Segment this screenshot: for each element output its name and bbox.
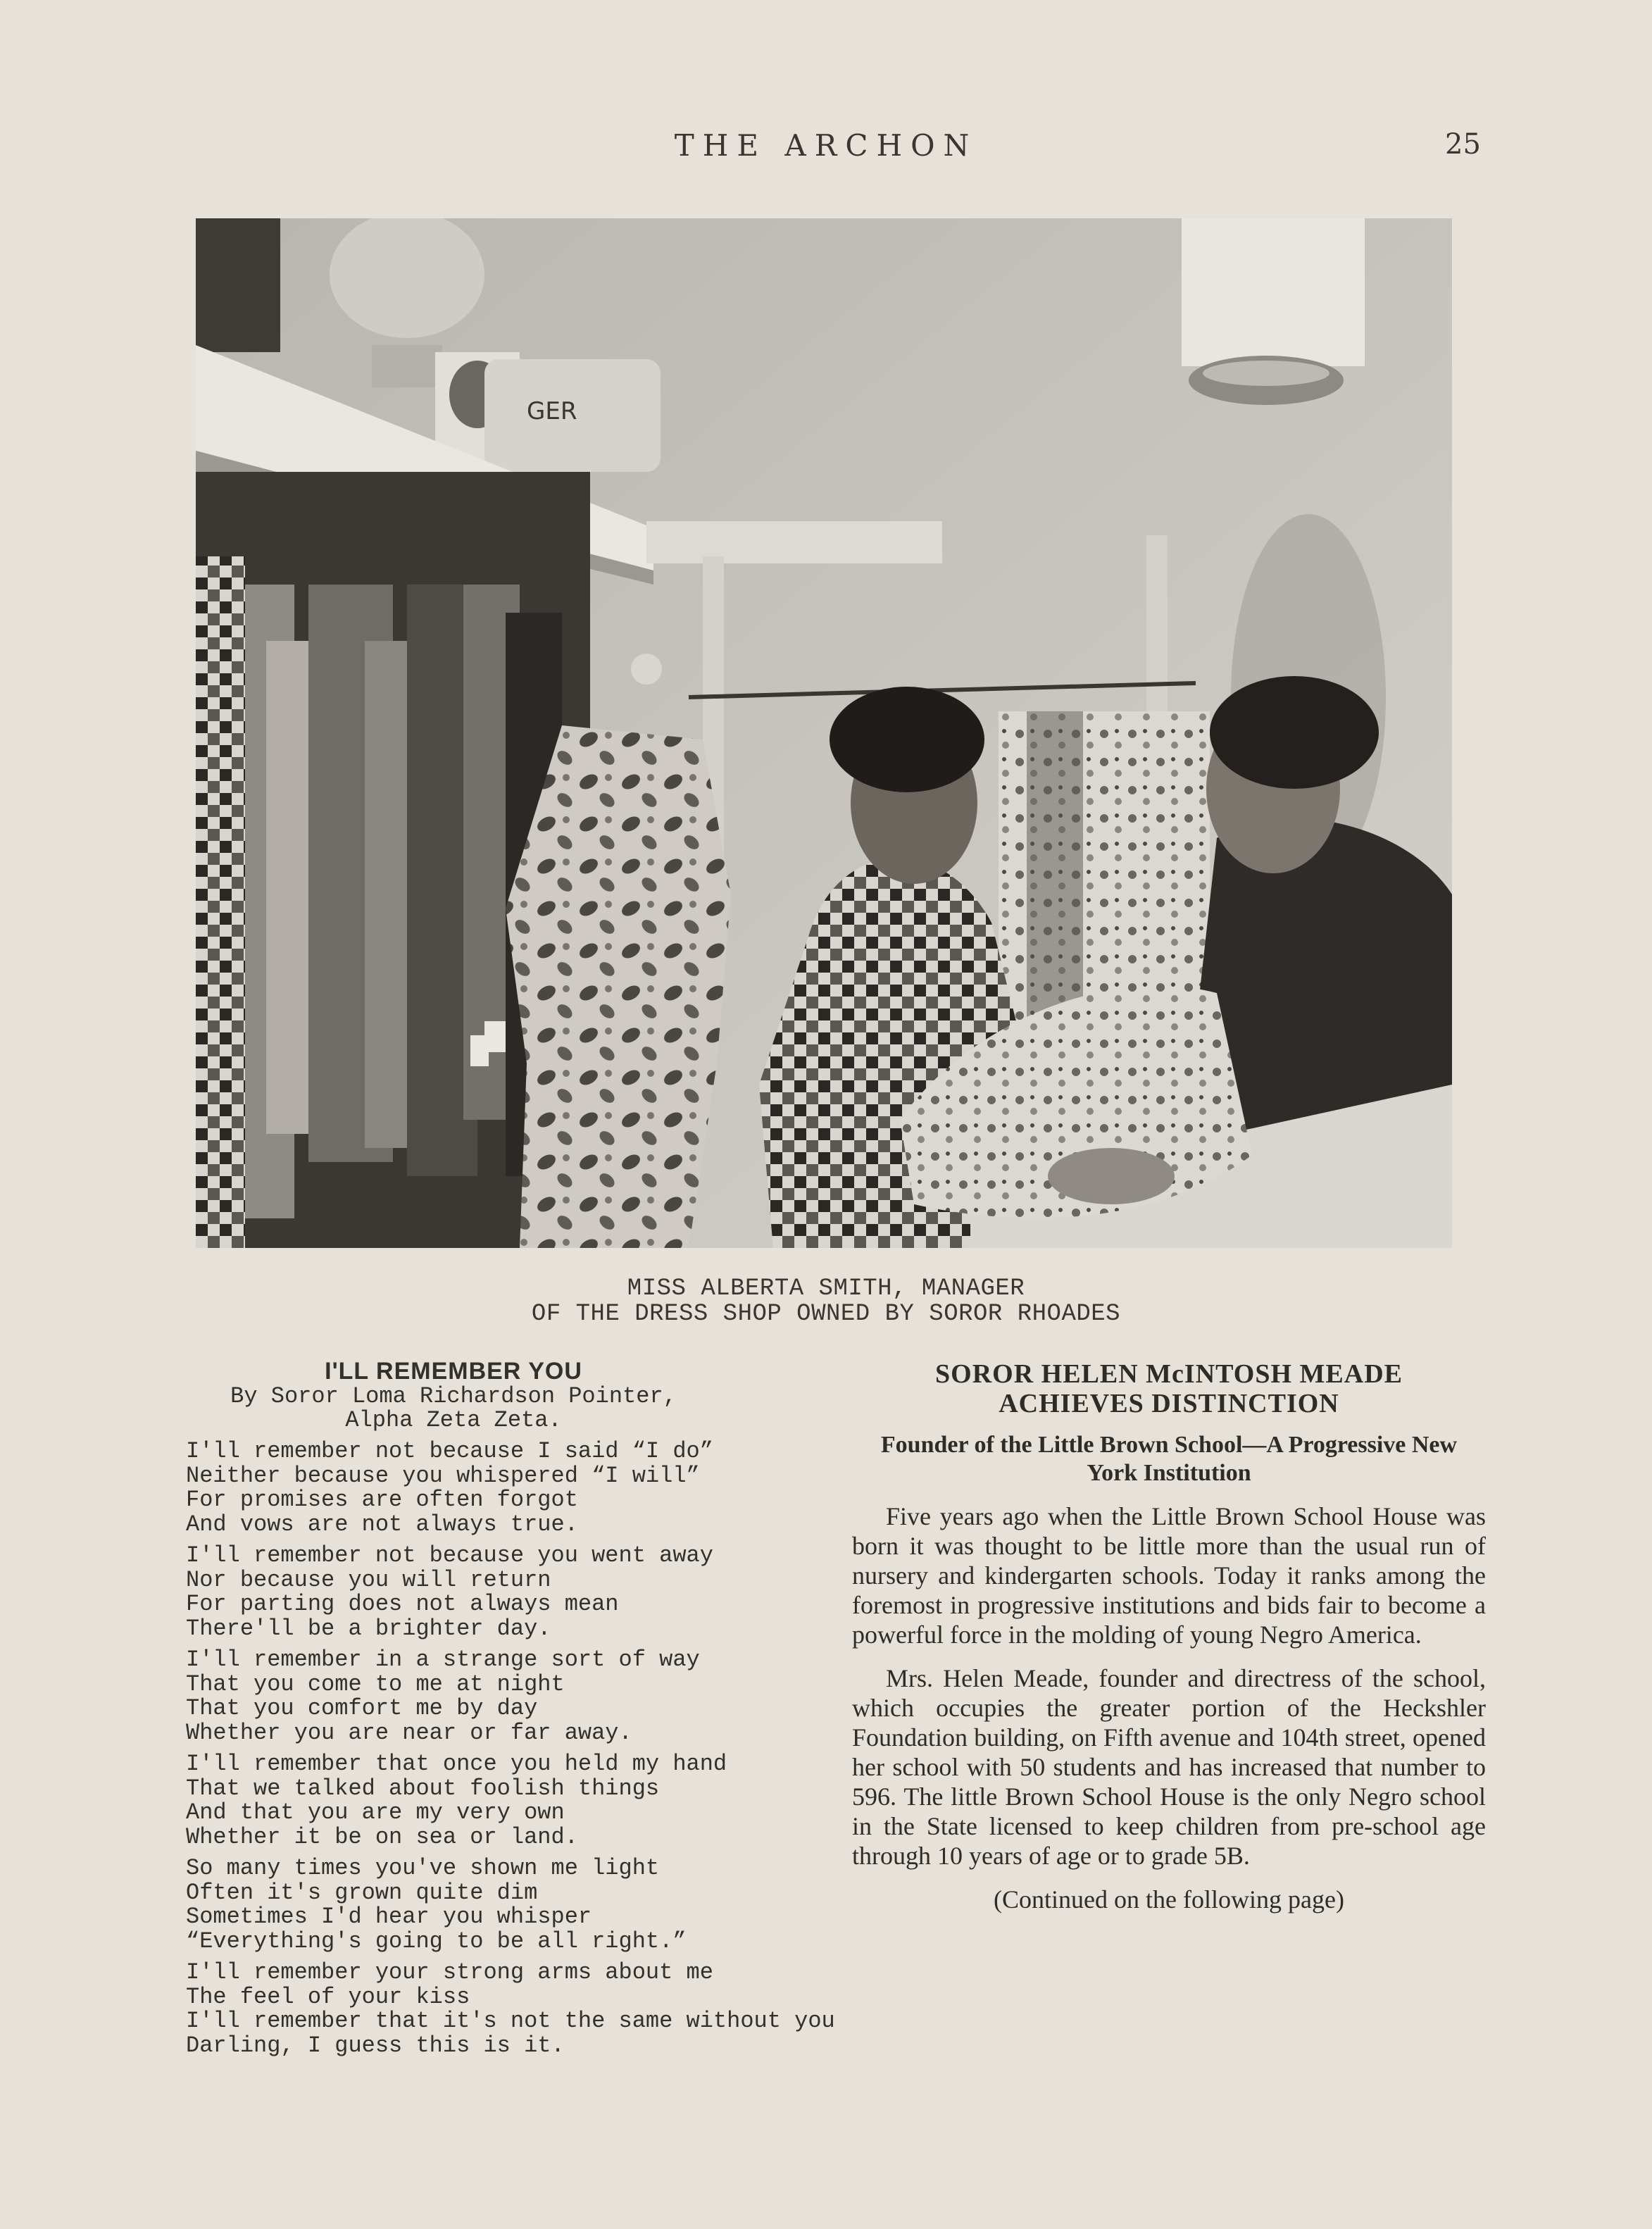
poem-line: Often it's grown quite dim [186,1879,538,1906]
poem-line: I'll remember your strong arms about me [186,1959,713,1985]
poem-line: So many times you've shown me light [186,1855,660,1881]
poem [186,1358,862,2058]
poem-line: That you comfort me by day [186,1695,538,1721]
poem-title: I'LL REMEMBER YOU [325,1358,582,1385]
poem-line: The feel of your kiss [186,1983,470,2010]
article-paragraph: Mrs. Helen Meade, founder and directress of the school, which occupies the greater portion of the Heckshler Foundation building, on Fifth avenue and 104th street, opened her school with 50 students and has increased that number to 596. The little Brown School House is the only Negro school in the State licensed to keep children from pre-school age through 10 years of age or to grade 5B. [852,1664,1486,1870]
poem-line: That you come to me at night [186,1671,565,1697]
poem-byline: By Soror Loma Richardson Pointer, [230,1383,677,1409]
poem-line: I'll remember in a strange sort of way [186,1647,700,1673]
article [852,1359,1486,1914]
poem-stanza [186,1856,862,1954]
poem-stanza [186,1440,862,1537]
poem-line: Whether it be on sea or land. [186,1823,578,1850]
dress-shop-photo [196,218,1452,1248]
poem-stanza [186,1752,862,1849]
poem-byline: Alpha Zeta Zeta. [345,1407,562,1433]
poem-stanza [186,1961,862,2058]
poem-stanza [186,1544,862,1641]
page-number: 25 [1445,128,1481,161]
poem-line: Nor because you will return [186,1566,551,1593]
poem-stanza [186,1648,862,1745]
poem-line: Neither because you whispered “I will” [186,1462,700,1489]
caption-line: MISS ALBERTA SMITH, MANAGER [627,1275,1025,1302]
continued-note: (Continued on the following page) [994,1885,1344,1913]
poem-line: “Everything's going to be all right.” [186,1928,687,1954]
poem-line: There'll be a brighter day. [186,1615,551,1642]
poem-line: For promises are often forgot [186,1487,578,1513]
page-header [0,128,1652,170]
sign-text: GER [527,397,577,425]
poem-line: And that you are my very own [186,1799,565,1825]
article-title: SOROR HELEN McINTOSH MEADE [935,1359,1403,1389]
poem-line: I'll remember that once you held my hand [186,1751,727,1777]
caption-line: OF THE DRESS SHOP OWNED BY SOROR RHOADES [531,1301,1121,1328]
poem-line: I'll remember not because I said “I do” [186,1438,713,1464]
running-title: THE ARCHON [674,128,978,163]
poem-line: I'll remember that it's not the same without you [186,2008,835,2034]
article-subtitle: Founder of the Little Brown School—A Progressive New York Institution [880,1432,1458,1486]
article-paragraph: Five years ago when the Little Brown School House was born it was thought to be little more than the usual run of nursery and kindergarten schools. Today it ranks among the foremost in progressive institutions and bids fair to become a powerful force in the molding of young Negro America. [852,1502,1486,1649]
poem-line: For parting does not always mean [186,1591,619,1617]
poem-line: And vows are not always true. [186,1511,578,1537]
poem-line: Darling, I guess this is it. [186,2032,565,2059]
photo-caption [0,1276,1652,1327]
poem-line: Whether you are near or far away. [186,1719,632,1746]
poem-line: Sometimes I'd hear you whisper [186,1904,592,1930]
article-title: ACHIEVES DISTINCTION [999,1389,1339,1418]
poem-line: I'll remember not because you went away [186,1542,713,1568]
poem-line: That we talked about foolish things [186,1775,660,1802]
